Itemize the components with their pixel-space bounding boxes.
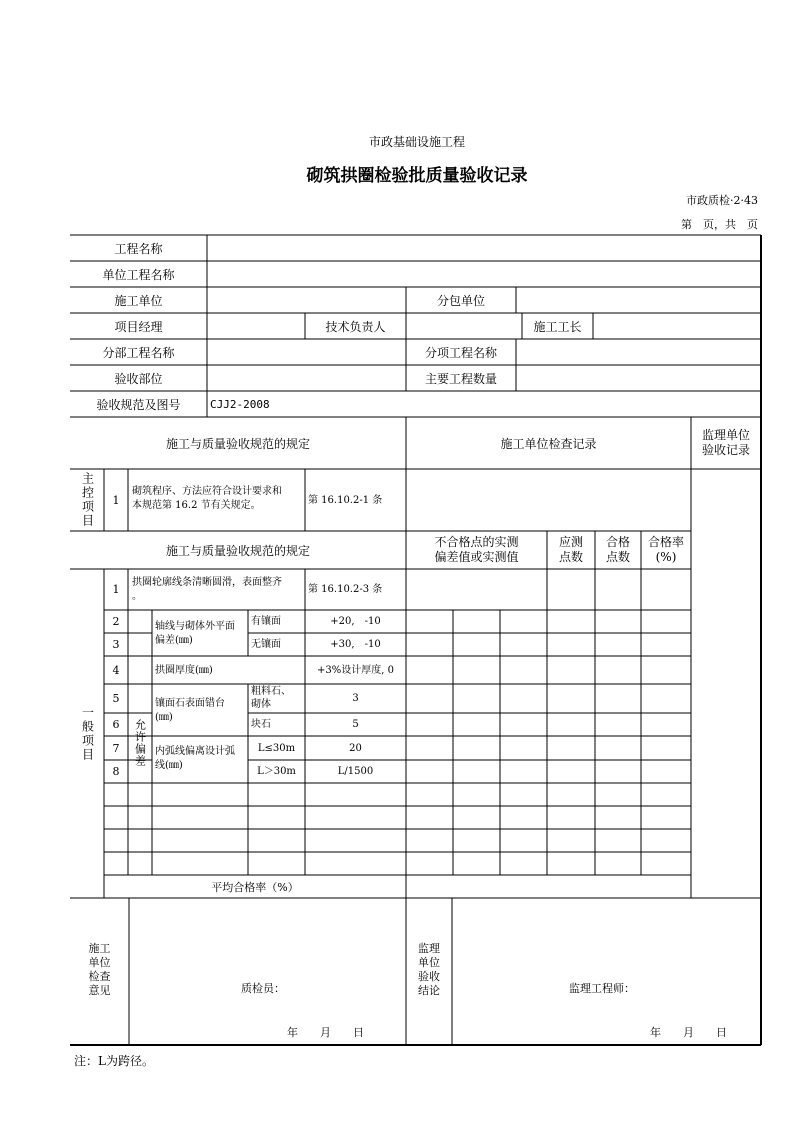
deviation-header [406,535,547,565]
label-sub-project: 分部工程名称 [102,345,175,360]
row4-no: 4 [112,663,120,677]
face-stagger-line2: (㎜) [155,712,173,723]
row5-no: 5 [112,692,120,705]
row3-no: 3 [112,638,120,651]
pass-points-header-line2: 点数 [605,550,630,564]
row6-no: 6 [112,718,120,731]
pass-rate-header-line2: (%) [655,550,677,564]
main-items-text: 主控项目 [80,472,95,528]
row2-no: 2 [112,615,120,628]
main-item-desc-line1: 砌筑程序、方法应符合设计要求和 [132,486,282,497]
row1-desc-line2: 。 [132,591,142,602]
axis-deviation-label [155,620,248,648]
footnote: 注：L为跨径。 [74,1054,154,1068]
supervision-record-header [691,428,761,458]
axis-deviation-line1: 轴线与砌体外平面 [155,621,235,632]
label-project-name: 工程名称 [114,241,163,256]
page-counter: 第 页，共 页 [681,218,758,231]
points-header-line2: 点数 [558,550,583,564]
engineer-signature: 监理工程师： [569,982,635,995]
pass-points-header [595,535,641,565]
label-tech-lead: 技术负责人 [325,319,386,334]
main-item-desc [132,485,304,513]
form-code: 市政质检·2·43 [686,194,758,207]
spec-header: 施工与质量验收规范的规定 [165,436,310,451]
row4-val: +3%设计厚度, 0 [317,664,394,676]
label-pm: 项目经理 [114,319,163,334]
face-stagger-line1: 镶面石表面错台 [155,698,225,709]
pass-rate-header [641,535,691,565]
supervision-conclusion-label [406,942,452,998]
row1-no: 1 [112,583,120,596]
pass-points-header-line1: 合格 [605,535,630,549]
main-item-clause: 第 16.10.2-1 条 [308,494,383,506]
row1-desc-line1: 拱圈轮廓线条清晰圆滑，表面整齐 [132,577,282,588]
row4-desc: 拱圈厚度(㎜) [155,664,213,676]
arc-deviation-label [155,745,248,773]
row2-val: +20, -10 [330,616,381,627]
contractor-date: 年 月 日 [287,1026,364,1039]
row8-no: 8 [112,765,120,778]
axis-deviation-line2: 偏差(㎜) [155,635,193,646]
inspector-signature: 质检员： [241,982,285,995]
label-foreman: 施工工长 [533,319,582,334]
row5-sub-line2: 砌体 [251,699,271,710]
deviation-header-line2: 偏差值或实测值 [434,550,519,564]
label-standard: 验收规范及图号 [96,397,181,412]
tolerance-label [128,610,152,875]
row6-val: 5 [352,719,359,730]
main-items-label [70,469,104,531]
points-header [547,535,595,565]
label-subcontractor: 分包单位 [436,293,485,308]
row5-sub [251,685,305,711]
supervision-conclusion-text: 监理单位验收结论 [418,942,440,997]
general-items-label [70,569,104,898]
arc-deviation-line2: 线(㎜) [155,760,183,771]
row3-sub: 无镶面 [251,639,281,650]
label-main-qty: 主要工程数量 [424,371,497,386]
row5-val: 3 [352,693,359,704]
label-acceptance-part: 验收部位 [114,371,163,386]
row7-sub: L≤30m [257,742,296,754]
row1-desc [132,576,304,604]
standard-value: CJJ2-2008 [210,397,270,411]
row8-val: L/1500 [337,766,374,777]
supervision-date: 年 月 日 [650,1026,727,1039]
deviation-header-line1: 不合格点的实测 [434,535,519,549]
row6-sub: 块石 [251,719,271,730]
row8-sub: L＞30m [257,766,296,777]
row2-sub: 有镶面 [251,616,281,627]
contractor-opinion-text: 施工单位检查意见 [88,942,111,997]
general-spec-header: 施工与质量验收规范的规定 [165,543,310,558]
org-heading: 市政基础设施工程 [368,134,465,149]
main-item-desc-line2: 本规范第 16.2 节有关规定。 [132,500,261,511]
row3-val: +30, -10 [330,639,381,650]
supervision-record-line1: 监理单位 [701,428,750,442]
general-items-text: 一般项目 [80,705,95,762]
arc-deviation-line1: 内弧线偏离设计弧 [155,746,235,757]
face-stagger-label [155,697,248,725]
check-record-header: 施工单位检查记录 [500,436,597,451]
avg-pass-rate-label: 平均合格率（%） [211,880,299,894]
row5-sub-line1: 粗料石、 [251,686,291,697]
label-contractor: 施工单位 [114,293,163,308]
row1-clause: 第 16.10.2-3 条 [308,584,383,595]
contractor-opinion-label [70,942,129,998]
page-title: 砌筑拱圈检验批质量验收记录 [306,165,528,186]
pass-rate-header-line1: 合格率 [647,535,684,549]
points-header-line1: 应测 [558,535,583,549]
supervision-record-line2: 验收记录 [701,443,750,457]
label-unit-project: 单位工程名称 [102,267,175,282]
tolerance-text: 允许偏差 [133,718,147,767]
label-item-project: 分项工程名称 [424,345,497,360]
row7-no: 7 [112,741,120,755]
main-item-no: 1 [112,493,120,507]
row7-val: 20 [349,742,362,754]
